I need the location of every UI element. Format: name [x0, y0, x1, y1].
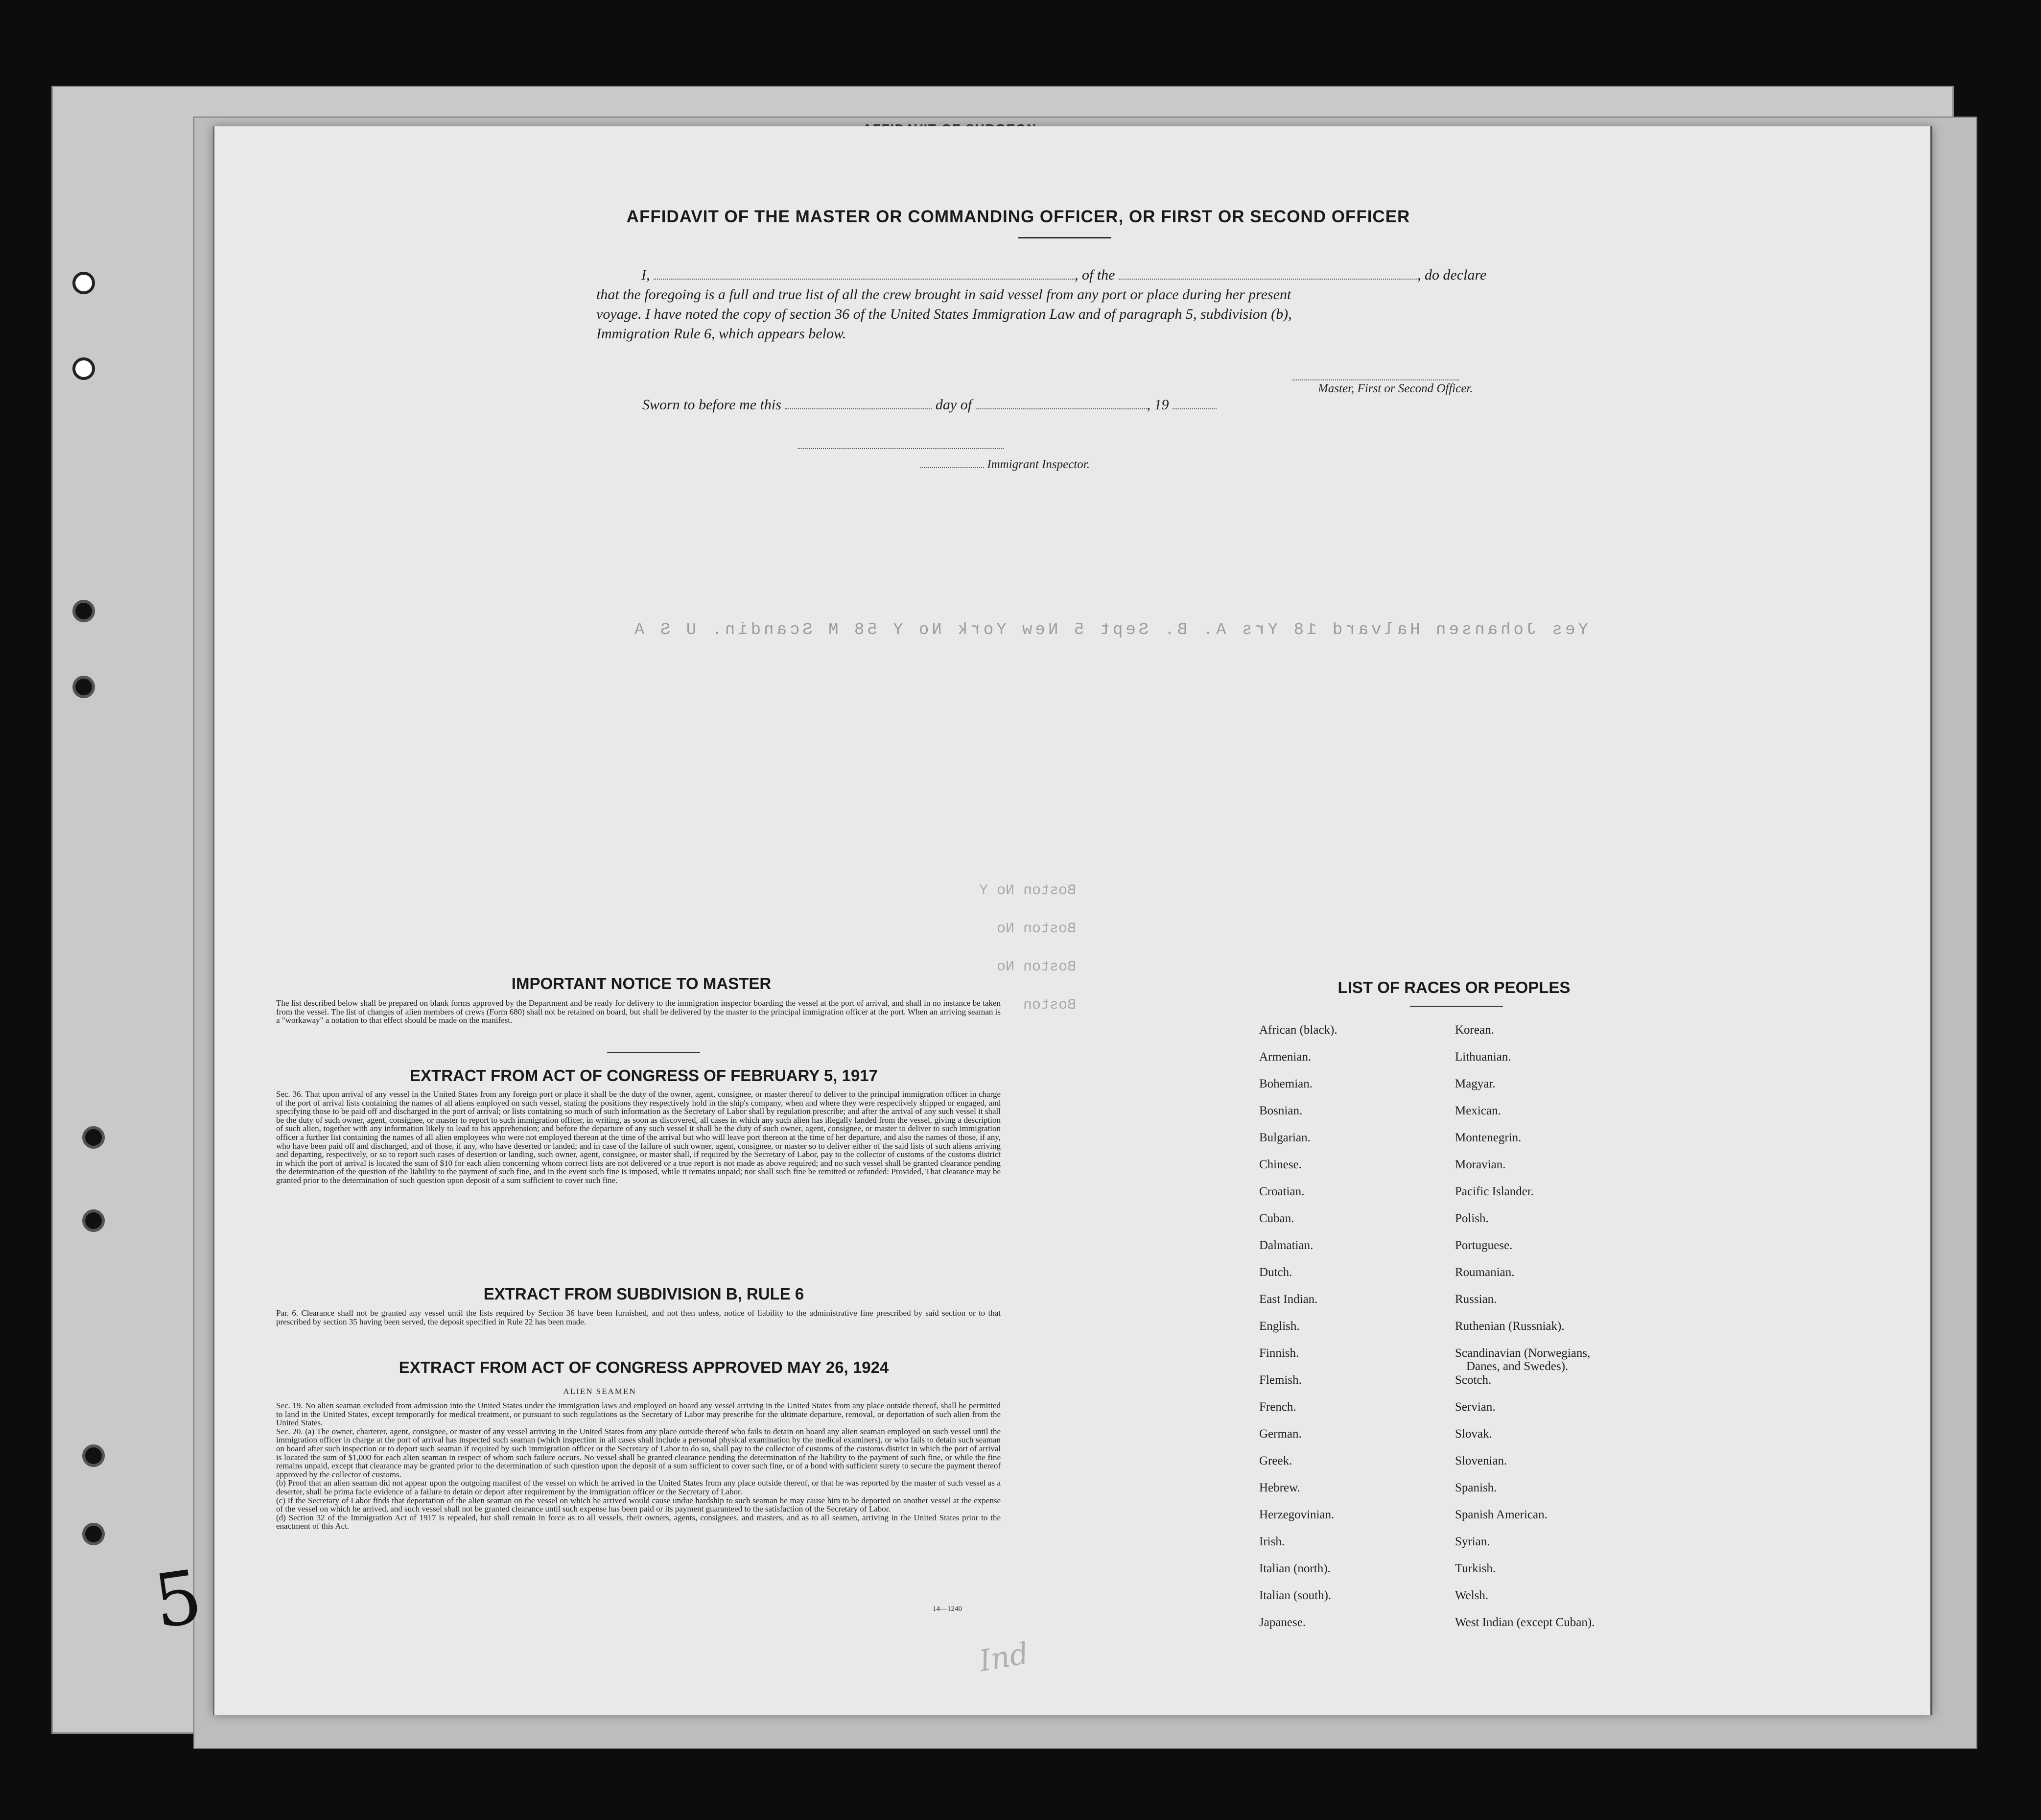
race-item: Welsh. — [1455, 1589, 1489, 1602]
race-item: Dalmatian. — [1259, 1239, 1314, 1252]
notice-text: The list described below shall be prepared on blank forms approved by the Department and be ready for delivery to the immigration inspector boarding the vessel at the port of arrival, and shall in no instance be taken from the vessel. The list of changes of alien members of crews (Form 680) shall not be retained on board, but shall be delivered by the master to the principal immigration officer at the port. When an arriving seaman is a "workaway" a notation to that effect should be made on the manifest. — [276, 998, 1001, 1025]
race-item: French. — [1259, 1400, 1296, 1414]
race-item: Turkish. — [1455, 1562, 1496, 1575]
pencil-note: Ind — [976, 1636, 1032, 1679]
race-item: Syrian. — [1455, 1535, 1490, 1548]
affidavit-line-1 — [641, 267, 1486, 284]
race-item: Scandinavian (Norwegians, — [1455, 1347, 1591, 1360]
race-item: Herzegovinian. — [1259, 1508, 1335, 1521]
race-item: East Indian. — [1259, 1293, 1318, 1306]
sworn-day-field[interactable] — [785, 399, 932, 409]
race-item: Korean. — [1455, 1023, 1494, 1037]
affidavit-i: I, — [641, 267, 650, 283]
race-item: Irish. — [1259, 1535, 1285, 1548]
name-field[interactable] — [654, 269, 1075, 280]
race-item: Armenian. — [1259, 1050, 1312, 1064]
sec-20b: (b) Proof that an alien seaman did not appear upon the outgoing manifest of the vessel on which he arrived in the United States from any place outside thereof, or that he was reported by the master of such vessel as a deserter, shall be prima facie evidence of a failure to detain or deport after requirement by the immigration officer or the Secretary of Labor. — [276, 1478, 1001, 1496]
race-item: Bohemian. — [1259, 1077, 1313, 1090]
affidavit-line-3: voyage. I have noted the copy of section 36 of the United States Immigration Law and of paragraph 5, subdivision (b), — [596, 306, 1292, 322]
title-rule — [1018, 237, 1111, 238]
punch-hole — [72, 600, 95, 622]
race-item: Lithuanian. — [1455, 1050, 1511, 1064]
sec-20c: (c) If the Secretary of Labor finds that deportation of the alien seaman on the vessel on which he arrived would cause undue hardship to such seaman he may cause him to be deported on another vessel at the expense of the vessel on which he arrived, and such vessel shall not be granted clearance until such expense has been paid or its payment guaranteed to the satisfaction of the Secretary of Labor. — [276, 1495, 1001, 1514]
punch-hole — [82, 1523, 105, 1545]
vessel-field[interactable] — [1119, 269, 1417, 280]
race-item: Hebrew. — [1259, 1481, 1300, 1494]
race-item: Japanese. — [1259, 1616, 1306, 1629]
punch-hole — [72, 272, 95, 294]
punch-hole — [72, 357, 95, 380]
races-rule — [1410, 1006, 1503, 1007]
bleed-through-row: Yes Johansen Halvard 18 Yrs A. B. Sept 5 New York No Y 58 M Scandin. U S A — [632, 621, 1588, 639]
race-item: African (black). — [1259, 1023, 1337, 1037]
race-item: Ruthenian (Russniak). — [1455, 1320, 1565, 1333]
races-title: LIST OF RACES OR PEOPLES — [1337, 978, 1571, 996]
margin-number: 5 — [149, 1554, 208, 1645]
race-item: Danes, and Swedes). — [1466, 1360, 1569, 1373]
extract-1917-title: EXTRACT FROM ACT OF CONGRESS OF FEBRUARY 5, 1917 — [410, 1066, 878, 1085]
master-signature-label: Master, First or Second Officer. — [1318, 382, 1473, 395]
sec-20d: (d) Section 32 of the Immigration Act of 1917 is repealed, but shall remain in force as to all vessels, their owners, agents, consignees, and masters, and as to all seamen, arriving in the United States prior to the enactment of this Act. — [276, 1513, 1001, 1531]
race-item: Moravian. — [1455, 1158, 1506, 1171]
punch-hole — [82, 1126, 105, 1149]
year-prefix: , 19 — [1147, 397, 1169, 413]
alien-seamen-subtitle: ALIEN SEAMEN — [563, 1387, 636, 1396]
affidavit-title: AFFIDAVIT OF THE MASTER OR COMMANDING OFFICER, OR FIRST OR SECOND OFFICER — [626, 207, 1410, 226]
race-item: Mexican. — [1455, 1104, 1501, 1117]
inspector-dots — [920, 460, 984, 468]
bleed-through-entry: Boston No — [997, 921, 1077, 937]
race-item: Montenegrin. — [1455, 1131, 1522, 1144]
punch-hole — [82, 1444, 105, 1467]
day-of-text: day of — [935, 397, 972, 413]
race-item: Croatian. — [1259, 1185, 1305, 1198]
master-signature-line[interactable] — [1292, 370, 1459, 380]
punch-hole — [72, 676, 95, 698]
race-item: Bulgarian. — [1259, 1131, 1311, 1144]
inspector-signature-label — [920, 458, 1090, 472]
punch-hole — [82, 1209, 105, 1232]
affidavit-line-4: Immigration Rule 6, which appears below. — [596, 326, 846, 342]
inspector-signature-line[interactable] — [798, 438, 1004, 449]
sworn-year-field[interactable] — [1173, 399, 1217, 409]
race-item: Italian (south). — [1259, 1589, 1332, 1602]
extract-rule6-title: EXTRACT FROM SUBDIVISION B, RULE 6 — [483, 1285, 804, 1303]
race-item: German. — [1259, 1427, 1302, 1441]
race-item: Slovenian. — [1455, 1454, 1507, 1467]
race-item: Pacific Islander. — [1455, 1185, 1534, 1198]
race-item: West Indian (except Cuban). — [1455, 1616, 1595, 1629]
race-item: Greek. — [1259, 1454, 1292, 1467]
race-item: Bosnian. — [1259, 1104, 1303, 1117]
extract-1924-title: EXTRACT FROM ACT OF CONGRESS APPROVED MAY 26, 1924 — [399, 1358, 889, 1376]
bleed-through-entry: Boston No Y — [979, 882, 1077, 899]
sworn-text: Sworn to before me this — [642, 397, 781, 413]
race-item: Finnish. — [1259, 1347, 1299, 1360]
extract-rule6-text: Par. 6. Clearance shall not be granted any vessel until the lists required by Section 36 have been furnished, and not then unless, notice of liability to the administrative fine prescribed by said section or to that prescribed by section 35 having been served, the deposit specified in Rule 22 has been made. — [276, 1308, 1001, 1326]
sworn-line — [642, 397, 1217, 413]
section-rule — [607, 1052, 700, 1053]
race-item: Flemish. — [1259, 1373, 1302, 1387]
race-item: Polish. — [1455, 1212, 1489, 1225]
sworn-month-field[interactable] — [976, 399, 1147, 409]
sec-19: Sec. 19. No alien seaman excluded from admission into the United States under the immigration laws and employed on board any vessel arriving in the United States from any place outside thereof, shall be permitted to land in the United States, except temporarily for medical treatment, or pursuant to such regulations as the Secretary of Labor may prescribe for the ultimate departure, removal, or deportation of such alien from the United States. — [276, 1401, 1001, 1428]
race-item: Scotch. — [1455, 1373, 1492, 1387]
race-item: Portuguese. — [1455, 1239, 1513, 1252]
bleed-through-entry: Boston — [1023, 997, 1077, 1014]
extract-1924-text — [276, 1401, 1001, 1531]
race-item: Slovak. — [1455, 1427, 1492, 1441]
extract-1917-text: Sec. 36. That upon arrival of any vessel in the United States from any foreign port or place it shall be the duty of the owner, agent, consignee, or master thereof to deliver to the principal immigration officer in charge of the port of arrival lists containing the names of all aliens employed on such vessel, stating the positions they respectively hold in the ship's company, when and where they were respectively shipped or engaged, and specifying those to be paid off and discharged in the port of arrival; or lists containing so much of such information as the Secretary of Labor shall by regulation prescribe; and after the arrival of any such vessel it shall be the duty of such owner, agent, consignee, or master to report to such immigration officer, in writing, as soon as discovered, all cases in which any such alien has illegally landed from the vessel, giving a description of such alien, together with any information likely to lead to his apprehension; and before the departure of any such vessel it shall be the duty of such owner, agent, consignee, or master to deliver to such immigration officer a further list containing the names of all alien employees who were not employed thereon at the time of the arrival but who will leave port thereon at the time of her departure, and also the names of those, if any, who have been paid off and discharged, and of those, if any, who have deserted or landed; and in case of the failure of such owner, agent, consignee, or master so to deliver either of the said lists of such aliens arriving and departing, respectively, or so to report such cases of desertion or landing, such owner, agent, consignee, or master shall, if required by the Secretary of Labor, pay to the collector of customs of the customs district in which the port of arrival is located the sum of $10 for each alien concerning whom correct lists are not delivered or a true report is not made as above required; and no such vessel shall be granted clearance pending the determination of the question of the liability to the payment of such fine, and in the event such fine is imposed, while it remains unpaid; nor shall such fine be remitted or refunded: Provided, That clearance may be granted prior to the determination of such question upon deposit of a sum sufficient to cover such fine. — [276, 1089, 1001, 1185]
race-item: Spanish American. — [1455, 1508, 1548, 1521]
bleed-through-entry: Boston No — [997, 959, 1077, 975]
race-item: English. — [1259, 1320, 1300, 1333]
race-item: Russian. — [1455, 1293, 1497, 1306]
sec-20a: Sec. 20. (a) The owner, charterer, agent, consignee, or master of any vessel arriving in the United States from any place outside thereof who fails to detain on board any alien seaman employed on such vessel until the immigration officer in charge at the port of arrival has inspected such seaman (which inspection in all cases shall include a personal physical examination by the medical examiners), or who fails to detain such seaman on board after such inspection or to deport such seaman if required by such immigration officer or the Secretary of Labor to do so, shall pay to the collector of customs of the customs district in which the port of arrival is located the sum of $1,000 for each alien seaman in respect of whom such failure occurs. No vessel shall be granted clearance pending the determination of the liability to the payment of such fine, or while the fine remains unpaid, except that clearance may be granted prior to the determination of such question upon the deposit of a sum sufficient to cover such fine, or of a bond with sufficient surety to secure the payment thereof approved by the collector of customs. — [276, 1426, 1001, 1479]
affidavit-of-the: , of the — [1075, 267, 1115, 283]
notice-title: IMPORTANT NOTICE TO MASTER — [511, 974, 772, 993]
race-item: Spanish. — [1455, 1481, 1497, 1494]
form-number: 14—1240 — [933, 1605, 962, 1613]
race-item: Servian. — [1455, 1400, 1496, 1414]
race-item: Cuban. — [1259, 1212, 1294, 1225]
race-item: Magyar. — [1455, 1077, 1496, 1090]
affidavit-declare: , do declare — [1417, 267, 1487, 283]
race-item: Chinese. — [1259, 1158, 1302, 1171]
race-item: Dutch. — [1259, 1266, 1292, 1279]
race-item: Roumanian. — [1455, 1266, 1515, 1279]
race-item: Italian (north). — [1259, 1562, 1331, 1575]
affidavit-line-2: that the foregoing is a full and true list of all the crew brought in said vessel from any port or place during her present — [596, 286, 1291, 303]
inspector-label-text: Immigrant Inspector. — [987, 458, 1090, 471]
